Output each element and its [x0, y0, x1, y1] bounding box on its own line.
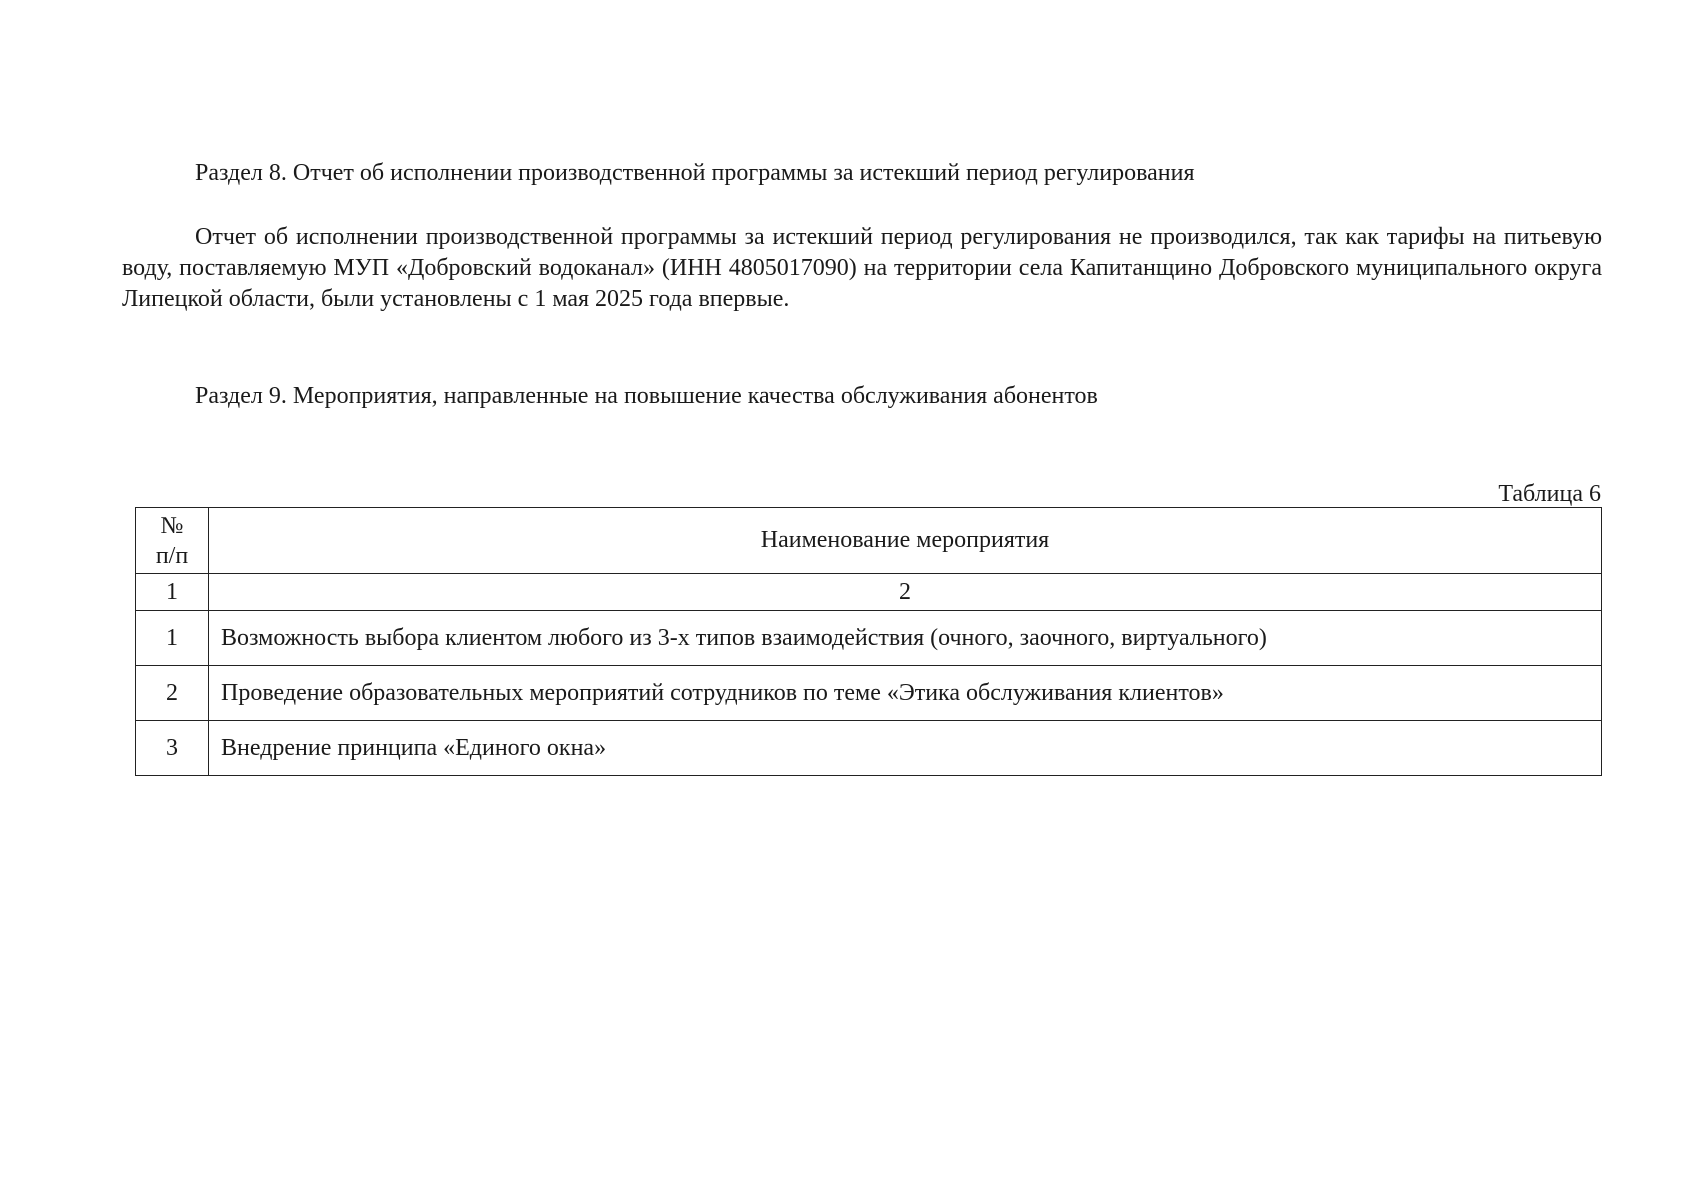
header-name-cell: Наименование мероприятия	[209, 508, 1602, 574]
row-number: 3	[136, 721, 209, 776]
row-number: 1	[136, 611, 209, 666]
row-measure-name: Проведение образовательных мероприятий сотрудников по теме «Этика обслуживания клиентов»	[209, 666, 1602, 721]
header-number-symbol: №	[160, 512, 184, 539]
table-header-row	[136, 508, 1602, 574]
section-9-heading: Раздел 9. Мероприятия, направленные на повышение качества обслуживания абонентов	[195, 383, 1098, 409]
table-row	[136, 721, 1602, 776]
row-measure-name: Возможность выбора клиентом любого из 3-х типов взаимодействия (очного, заочного, виртуального)	[209, 611, 1602, 666]
table-row	[136, 611, 1602, 666]
table-caption: Таблица 6	[1498, 481, 1601, 507]
table-index-row	[136, 574, 1602, 611]
index-cell-2: 2	[209, 574, 1602, 611]
header-number-cell	[136, 508, 209, 574]
row-number: 2	[136, 666, 209, 721]
row-measure-name: Внедрение принципа «Единого окна»	[209, 721, 1602, 776]
header-number-label: п/п	[155, 542, 189, 569]
measures-table	[135, 507, 1602, 776]
section-8-heading: Раздел 8. Отчет об исполнении производственной программы за истекший период регулирования	[195, 160, 1195, 186]
index-cell-1: 1	[136, 574, 209, 611]
table-row	[136, 666, 1602, 721]
section-8-paragraph: Отчет об исполнении производственной программы за истекший период регулирования не производился, так как тарифы на питьевую воду, поставляемую МУП «Добровский водоканал» (ИНН 4805017090) на территории села Капитанщино Добровского муниципального округа Липецкой области, были установлены с 1 мая 2025 года впервые.	[122, 224, 1602, 312]
